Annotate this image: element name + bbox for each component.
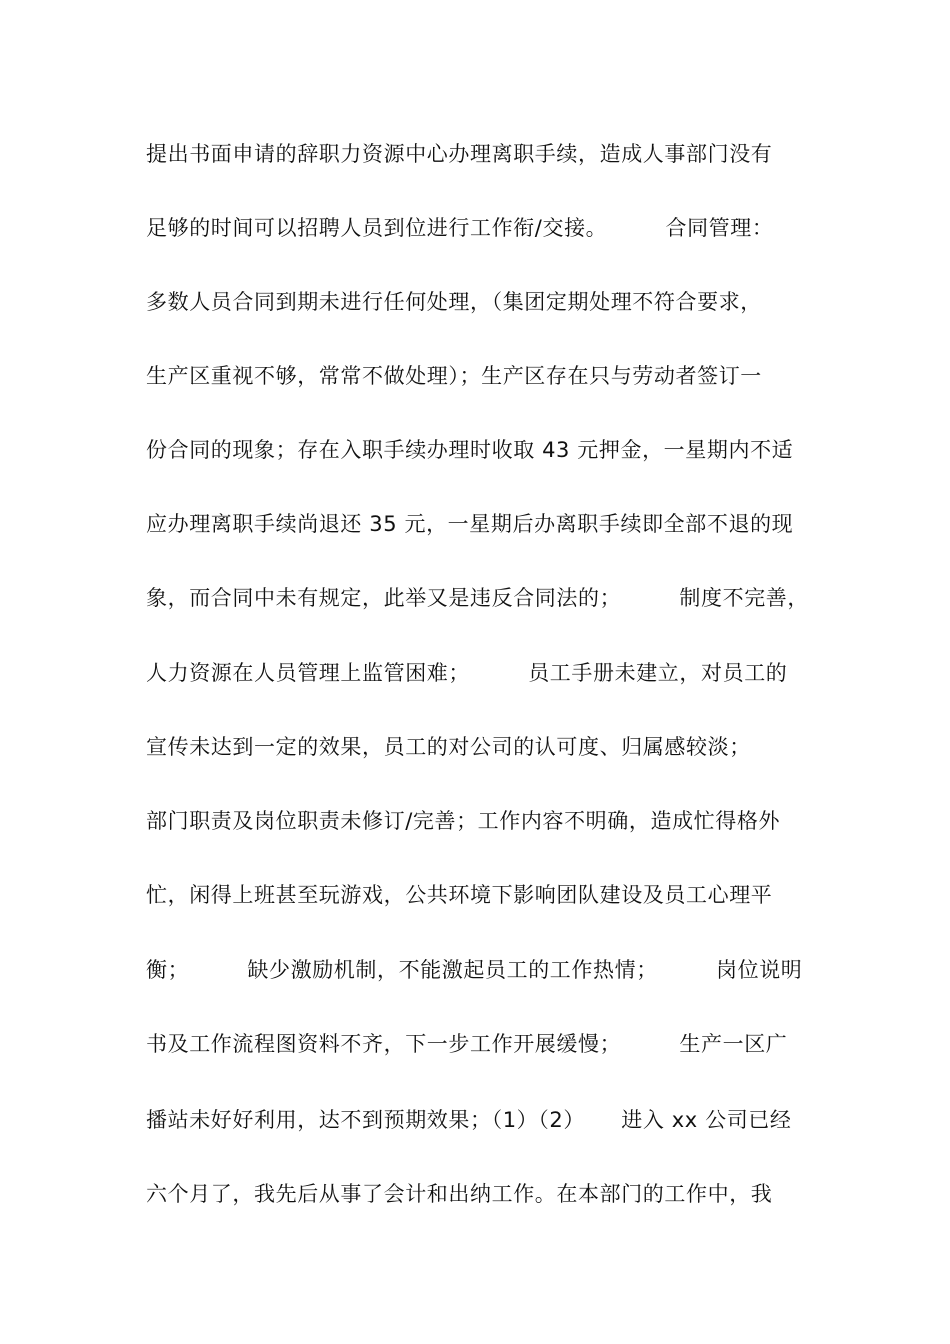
text-line: 播站未好好利用，达不到预期效果；（1）（2） 进入 xx 公司已经 bbox=[146, 1108, 792, 1132]
text-line: 书及工作流程图资料不齐，下一步工作开展缓慢； 生产一区广 bbox=[146, 1032, 788, 1056]
text-line: 衡； 缺少激励机制，不能激起员工的工作热情； 岗位说明 bbox=[146, 958, 803, 982]
text-line: 六个月了，我先后从事了会计和出纳工作。在本部门的工作中，我 bbox=[146, 1182, 773, 1206]
text-line: 多数人员合同到期未进行任何处理，（集团定期处理不符合要求， bbox=[146, 290, 762, 314]
text-line: 足够的时间可以招聘人员到位进行工作衔/交接。 合同管理： bbox=[146, 216, 774, 240]
text-line: 应办理离职手续尚退还 35 元，一星期后办离职手续即全部不退的现 bbox=[146, 512, 794, 536]
text-line: 人力资源在人员管理上监管困难； 员工手册未建立，对员工的 bbox=[146, 661, 788, 685]
text-line: 生产区重视不够，常常不做处理）；生产区存在只与劳动者签订一 bbox=[146, 364, 762, 388]
text-line: 象，而合同中未有规定，此举又是违反合同法的； 制度不完善， bbox=[146, 586, 809, 610]
text-line: 宣传未达到一定的效果，员工的对公司的认可度、归属感较淡； bbox=[146, 735, 751, 759]
text-line: 份合同的现象；存在入职手续办理时收取 43 元押金，一星期内不适 bbox=[146, 438, 794, 462]
text-line: 忙，闲得上班甚至玩游戏，公共环境下影响团队建设及员工心理平 bbox=[146, 883, 773, 907]
text-line: 提出书面申请的辞职力资源中心办理离职手续，造成人事部门没有 bbox=[146, 142, 773, 166]
text-line: 部门职责及岗位职责未修订/完善；工作内容不明确，造成忙得格外 bbox=[146, 809, 781, 833]
